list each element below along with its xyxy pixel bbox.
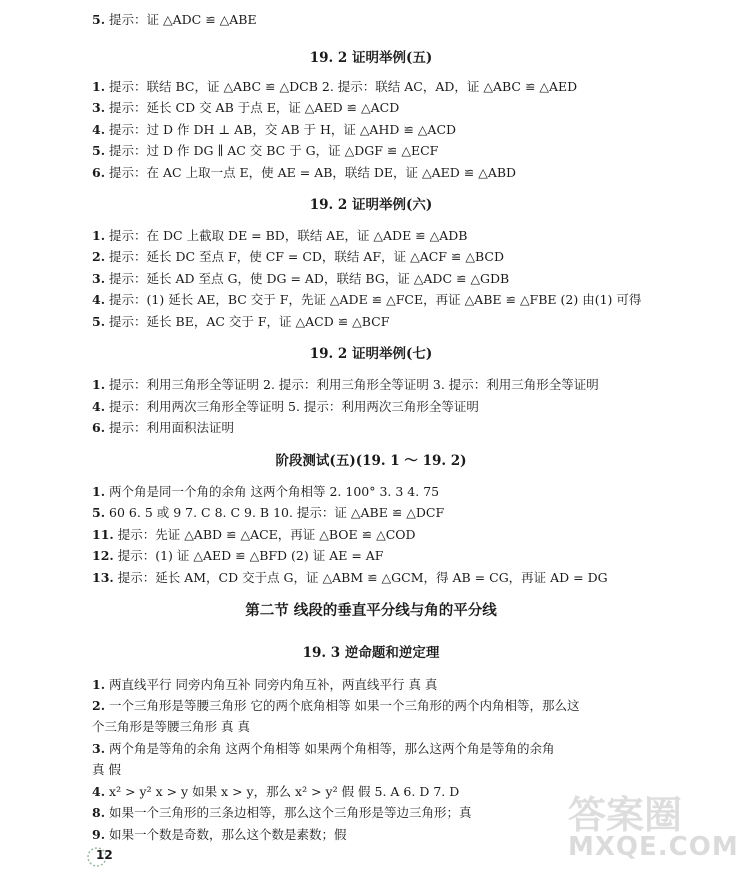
answer-line: 1. 两直线平行 同旁内角互补 同旁内角互补，两直线平行 真 真 — [92, 677, 438, 692]
answer-line: 2. 一个三角形是等腰三角形 它的两个底角相等 如果一个三角形的两个内角相等，那么这 — [92, 698, 580, 713]
answer-line: 3. 提示：延长 CD 交 AB 于点 E，证 △AED ≌ △ACD — [92, 100, 400, 115]
answer-line: 8. 如果一个三角形的三条边相等，那么这个三角形是等边三角形；真 — [92, 805, 472, 820]
answer-line: 13. 提示：延长 AM，CD 交于点 G，证 △ABM ≌ △GCM，得 AB = CG，再证 AD = DG — [92, 570, 608, 585]
answer-line: 2. 提示：延长 DC 至点 F，使 CF = CD，联结 AF，证 △ACF ≌ △BCD — [92, 249, 504, 264]
answer-line: 6. 提示：利用面积法证明 — [92, 420, 235, 435]
answer-line-continued: 个三角形是等腰三角形 真 真 — [92, 719, 250, 734]
answer-line: 5. 60 6. 5 或 9 7. C 8. C 9. B 10. 提示：证 △ABE ≌ △DCF — [92, 505, 445, 520]
watermark-cn-text: 答案圈 — [568, 793, 683, 837]
answer-line: 12. 提示：(1) 证 △AED ≌ △BFD (2) 证 AE = AF — [92, 548, 384, 563]
section-title: 19. 2 证明举例(六) — [309, 197, 433, 213]
answer-line: 5. 提示：延长 BE，AC 交于 F，证 △ACD ≌ △BCF — [92, 314, 390, 329]
answer-line: 1. 提示：在 DC 上截取 DE = BD，联结 AE，证 △ADE ≌ △ADB — [92, 228, 468, 243]
answer-line: 5. 提示：过 D 作 DG ∥ AC 交 BC 于 G，证 △DGF ≌ △ECF — [92, 143, 439, 158]
answer-line: 1. 两个角是同一个角的余角 这两个角相等 2. 100° 3. 3 4. 75 — [92, 484, 440, 499]
section-title: 19. 2 证明举例(五) — [309, 50, 433, 66]
section-title: 19. 3 逆命题和逆定理 — [302, 645, 440, 661]
answer-line: 6. 提示：在 AC 上取一点 E，使 AE = AB，联结 DE，证 △AED ≌ △ABD — [92, 165, 517, 180]
answer-line: 1. 提示：联结 BC，证 △ABC ≌ △DCB 2. 提示：联结 AC，AD，证 △ABC ≌ △AED — [92, 79, 578, 94]
answer-line: 4. 提示：(1) 延长 AE，BC 交于 F，先证 △ADE ≌ △FCE，再证 △ABE ≌ △FBE (2) 由(1) 可得 — [92, 292, 642, 307]
answer-line: 3. 提示：延长 AD 至点 G，使 DG = AD，联结 BG，证 △ADC ≌ △GDB — [92, 271, 510, 286]
watermark-logo — [560, 780, 740, 875]
answer-line: 1. 提示：利用三角形全等证明 2. 提示：利用三角形全等证明 3. 提示：利用三角形全等证明 — [92, 377, 599, 392]
answer-line-continued: 真 假 — [92, 762, 121, 777]
section-title: 阶段测试(五)(19. 1 ～ 19. 2) — [275, 453, 467, 469]
answer-line: 5. 提示：证 △ADC ≌ △ABE — [92, 12, 257, 27]
answer-line: 4. x² > y² x > y 如果 x > y，那么 x² > y² 假 假 5. A 6. D 7. D — [92, 784, 460, 799]
section-title: 19. 2 证明举例(七) — [309, 346, 433, 362]
answer-line: 4. 提示：过 D 作 DH ⊥ AB，交 AB 于 H，证 △AHD ≌ △ACD — [92, 122, 457, 137]
answer-line: 9. 如果一个数是奇数，那么这个数是素数；假 — [92, 827, 347, 842]
page-number: 12 — [96, 848, 113, 862]
watermark-url-text: MXQE.COM — [568, 832, 739, 862]
chapter-title: 第二节 线段的垂直平分线与角的平分线 — [245, 602, 497, 619]
answer-line: 3. 两个角是等角的余角 这两个角相等 如果两个角相等，那么这两个角是等角的余角 — [92, 741, 555, 756]
answer-line: 4. 提示：利用两次三角形全等证明 5. 提示：利用两次三角形全等证明 — [92, 399, 479, 414]
answer-line: 11. 提示：先证 △ABD ≌ △ACE，再证 △BOE ≌ △COD — [92, 527, 416, 542]
